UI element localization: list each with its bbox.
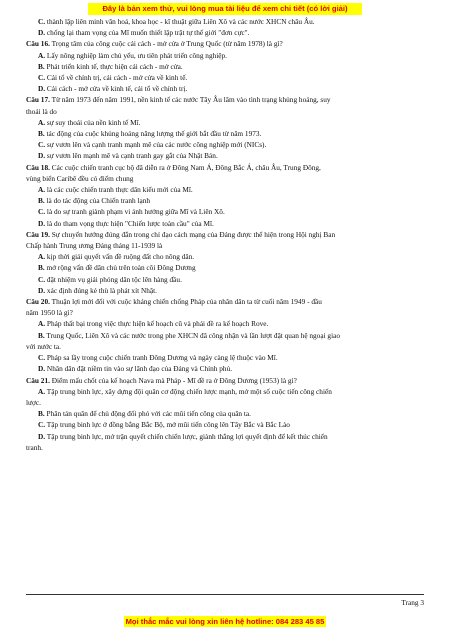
option-letter: D. [38,151,46,161]
question-line [26,341,430,352]
answer-option-line [26,251,430,262]
line-text: Nhân dân đặt niềm tin vào sự lãnh đạo của Đảng và Chính phủ. [45,364,233,374]
line-text: sự suy thoái của nền kinh tế Mĩ. [45,117,141,127]
answer-option-line [26,318,430,329]
option-letter: C. [38,17,46,26]
option-letter: D. [38,84,46,94]
line-text: là do sự tranh giành phạm vi ảnh hưởng giữa Mĩ và Liên Xô. [45,207,225,217]
answer-option-line [26,139,430,150]
option-letter: C. [38,207,46,217]
question-line [26,162,430,173]
line-text: Cải cách - mở cửa về kinh tế, cải tổ về chính trị. [45,84,188,94]
answer-option-line [26,83,430,94]
line-text: Phát triển kinh tế, thực hiện cải cách - mở cửa. [44,61,183,71]
line-text: Tập trung binh lực ở đồng bằng Bắc Bộ, mở mũi tiến công lên Tây Bắc và Bắc Lào [45,420,290,430]
answer-option-line [26,27,430,38]
answer-option-line [26,408,430,419]
question-line [26,442,430,453]
question-line [26,296,430,307]
question-line [26,397,430,408]
option-letter: B. [38,409,45,419]
option-letter: D. [38,218,46,228]
question-number: Câu 18. [26,162,50,172]
line-text: Từ năm 1973 đến năm 1991, nền kinh tế các nước Tây Âu lâm vào tình trạng khủng hoảng, suy [49,95,331,105]
line-text: là các cuộc chiến tranh thực dân kiểu mới của Mĩ. [45,185,193,195]
line-text: Trung Quốc, Liên Xô và các nước trong phe XHCN đã công nhận và lần lượt đặt quan hệ ngoại giao [44,330,340,340]
question-number: Câu 19. [26,229,50,239]
question-number: Câu 21. [26,375,50,385]
line-text: Pháp thất bại trong việc thực hiện kế hoạch cũ và phải đề ra kế hoạch Rove. [45,319,269,329]
answer-option-line [26,419,430,430]
option-letter: C. [38,420,46,430]
line-text: Trọng tâm của công cuộc cải cách - mở cửa ở Trung Quốc (từ năm 1978) là gì? [49,39,283,49]
answer-option-line [26,431,430,442]
answer-option-line [26,16,430,27]
answer-option-line [26,72,430,83]
line-text: mở rộng vấn đề dân chủ trên toàn cõi Đông Dương [44,263,196,273]
answer-option-line [26,61,430,72]
line-text: kịp thời giải quyết vấn đề ruộng đất cho nông dân. [45,252,195,262]
line-text: Thuận lợi mới đối với cuộc kháng chiến chống Pháp của nhân dân ta từ cuối năm 1949 - đầu [49,297,322,307]
answer-option-line [26,285,430,296]
preview-banner: Đây là bản xem thử, vui lòng mua tài liệu để xem chi tiết (có lời giải) [88,3,362,15]
line-text: Phân tán quân để chủ động đối phó với các mũi tiến công của quân ta. [44,409,251,419]
line-text: lược. [26,397,41,407]
option-letter: B. [38,129,45,139]
question-line [26,307,430,318]
answer-option-line [26,330,430,341]
line-text: Tập trung binh lực, mở trận quyết chiến chiến lược, giành thắng lợi quyết định để kết thúc chiến [45,431,328,441]
line-text: Cải tổ về chính trị, cải cách - mở cửa về kinh tế. [45,73,188,83]
option-letter: A. [38,185,46,195]
line-text: Pháp sa lầy trong cuộc chiến tranh Đông Dương và ngày càng lệ thuộc vào Mĩ. [45,353,278,363]
question-number: Câu 16. [26,39,50,49]
page-number: Trang 3 [401,598,424,607]
line-text: sự vươn lên và cạnh tranh mạnh mẽ của các nước công nghiệp mới (NICs). [45,140,267,150]
line-text: Chấp hành Trung ương Đảng tháng 11-1939 là [26,241,163,251]
question-line [26,375,430,386]
line-text: là do tác động của Chiến tranh lạnh [44,196,151,206]
option-letter: D. [38,285,46,295]
option-letter: A. [38,117,46,127]
answer-option-line [26,117,430,128]
option-letter: B. [38,263,45,273]
line-text: Tập trung binh lực, xây dựng đội quân cơ động chiến lược mạnh, mở một số cuộc tiến công chiến [45,386,332,396]
option-letter: A. [38,386,46,396]
option-letter: D. [38,28,46,38]
answer-option-line [26,352,430,363]
question-line [26,240,430,251]
hotline-footer [0,617,450,626]
answer-option-line [26,274,430,285]
answer-option-line [26,50,430,61]
option-letter: C. [38,73,46,83]
line-text: tác động của cuộc khủng hoảng năng lượng thế giới bắt đầu từ năm 1973. [44,129,262,139]
option-letter: B. [38,196,45,206]
option-letter: A. [38,319,46,329]
option-letter: A. [38,50,46,60]
line-text: tranh. [26,442,43,452]
line-text: chống lại tham vọng của Mĩ muốn thiết lập trật tự thế giới "đơn cực". [45,28,250,38]
question-number: Câu 20. [26,297,50,307]
line-text: thoái là do [26,106,57,116]
question-line [26,106,430,117]
question-number: Câu 17. [26,95,50,105]
answer-option-line [26,128,430,139]
option-letter: A. [38,252,46,262]
answer-option-line [26,386,430,397]
document-body [26,16,430,453]
line-text: Lấy nông nghiệp làm chủ yếu, ưu tiên phát triển công nghiệp. [45,50,227,60]
option-letter: C. [38,140,46,150]
line-text: Sự chuyển hướng đúng đắn trong chỉ đạo cách mạng của Đảng được thể hiện trong Hội nghị Ban [49,229,336,239]
option-letter: B. [38,330,45,340]
option-letter: D. [38,364,46,374]
line-text: xác định đúng kẻ thù là phát xít Nhật. [45,285,157,295]
footer-divider [26,594,424,595]
question-line [26,229,430,240]
answer-option-line [26,363,430,374]
line-text: thành lập liên minh văn hoá, khoa học - kĩ thuật giữa Liên Xô và các nước XHCN châu Âu. [45,17,315,26]
option-letter: B. [38,61,45,71]
option-letter: C. [38,353,46,363]
question-line [26,173,430,184]
line-text: vùng biển Caribê đều có điểm chung [26,173,134,183]
line-text: với nước ta. [26,341,61,351]
line-text: sự vươn lên mạnh mẽ và cạnh tranh gay gắt của Nhật Bản. [45,151,218,161]
option-letter: C. [38,274,46,284]
answer-option-line [26,218,430,229]
hotline-text: Mọi thắc mắc vui lòng xin liên hệ hotline: 084 283 45 85 [125,617,325,626]
answer-option-line [26,206,430,217]
line-text: Các cuộc chiến tranh cục bộ đã diễn ra ở Đông Nam Á, Đông Bắc Á, châu Âu, Trung Đông, [49,162,321,172]
answer-option-line [26,150,430,161]
line-text: năm 1950 là gì? [26,308,73,318]
question-line [26,94,430,105]
option-letter: D. [38,431,46,441]
answer-option-line [26,195,430,206]
answer-option-line [26,184,430,195]
line-text: đặt nhiệm vụ giải phóng dân tộc lên hàng đầu. [45,274,182,284]
question-line [26,38,430,49]
line-text: Điểm mấu chốt của kế hoạch Nava mà Pháp - Mĩ đề ra ở Đông Dương (1953) là gì? [49,375,297,385]
line-text: là do tham vọng thực hiện "Chiến lược toàn cầu" của Mĩ. [45,218,214,228]
answer-option-line [26,262,430,273]
